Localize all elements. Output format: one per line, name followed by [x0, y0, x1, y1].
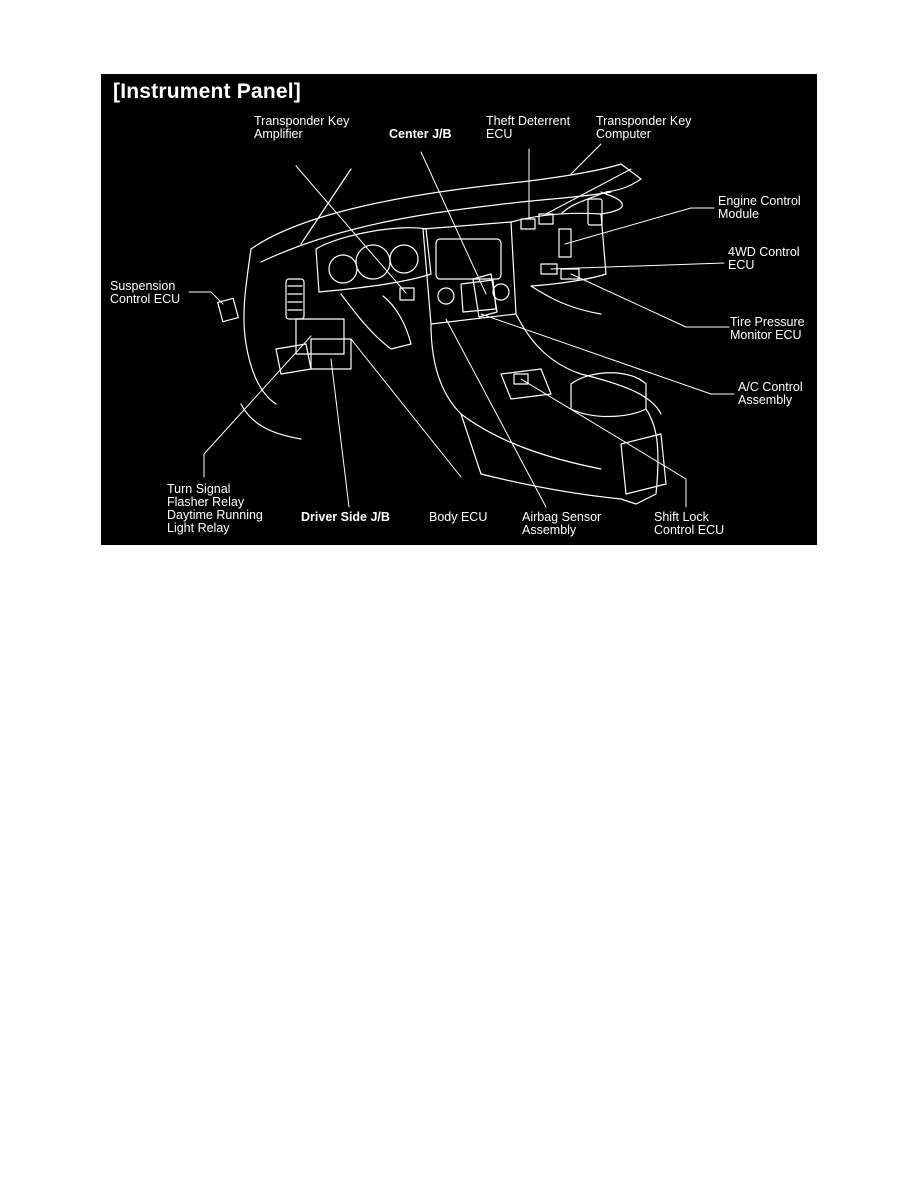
label-transponder-key-amplifier [254, 115, 349, 141]
leader-body-ecu [351, 339, 461, 477]
hvac-panel [461, 280, 496, 312]
right-dash-top [601, 192, 622, 214]
label-shift-lock-control-ecu [654, 511, 724, 537]
leader-transponder-amplifier [296, 166, 406, 293]
leader-tire-pressure [571, 274, 729, 327]
knob-left [438, 288, 454, 304]
label-line: 4WD Control [728, 245, 800, 259]
label-line: Transponder Key [254, 114, 350, 128]
label-4wd-control-ecu [728, 246, 800, 272]
label-line: Transponder Key [596, 114, 692, 128]
leader-ac-control [481, 314, 734, 394]
leader-driver-jb [331, 359, 349, 507]
dash-left-lower [241, 404, 301, 439]
label-line: Tire Pressure [730, 315, 805, 329]
dashboard-line-drawing [101, 74, 817, 545]
console-left [431, 324, 601, 469]
left-vent [286, 279, 304, 319]
label-line: Light Relay [167, 521, 230, 535]
label-line: ECU [728, 258, 755, 272]
theft-ecu-box [521, 219, 535, 229]
center-display [436, 239, 501, 279]
windshield-line-right [571, 144, 601, 174]
dash-left-edge [244, 249, 276, 404]
console-rear [621, 409, 658, 504]
leader-turn-signal [204, 336, 311, 477]
tire-ecu-box [561, 269, 579, 279]
relay-box [296, 319, 344, 354]
label-driver-side-jb [301, 511, 390, 524]
label-line: Daytime Running [167, 508, 263, 522]
instrument-panel-diagram [101, 74, 817, 545]
label-tire-pressure-monitor-ecu [730, 316, 805, 342]
rear-bin [621, 434, 666, 494]
glovebox-line [531, 286, 601, 314]
label-line: A/C Control [738, 380, 803, 394]
gauge-right [390, 245, 418, 273]
label-line: Control ECU [110, 292, 181, 306]
console-right [516, 314, 661, 414]
label-line: Module [718, 207, 759, 221]
label-line: Assembly [522, 523, 577, 537]
label-body-ecu [429, 511, 487, 524]
label-airbag-sensor-assembly [522, 511, 601, 537]
label-line: Computer [596, 127, 651, 141]
label-center-jb [389, 128, 452, 141]
label-line: Suspension [110, 279, 176, 293]
leader-lines [189, 149, 734, 507]
label-line: Engine Control [718, 194, 801, 208]
label-line: Flasher Relay [167, 495, 245, 509]
label-line: Airbag Sensor [522, 510, 602, 524]
transponder-amp-box [400, 288, 414, 300]
label-line: Center J/B [389, 127, 452, 141]
armrest [571, 373, 646, 417]
label-line: Shift Lock [654, 510, 709, 524]
label-suspension-control-ecu [110, 280, 180, 306]
label-line: Assembly [738, 393, 793, 407]
label-line: Body ECU [429, 510, 488, 524]
leader-4wd [551, 263, 724, 269]
label-line: Amplifier [254, 127, 303, 141]
label-engine-control-module [718, 195, 801, 221]
label-ac-control-assembly [738, 381, 803, 407]
label-transponder-key-computer [596, 115, 691, 141]
label-theft-deterrent-ecu [486, 115, 570, 141]
cluster-hood [316, 228, 431, 292]
diagram-title: [Instrument Panel] [113, 80, 301, 103]
gauge-left [329, 255, 357, 283]
console-base [461, 414, 621, 499]
center-stack [423, 222, 516, 324]
label-line: Theft Deterrent [486, 114, 571, 128]
label-turn-signal-flasher-relay [167, 483, 263, 535]
label-line: Turn Signal [167, 482, 231, 496]
label-line: Driver Side J/B [301, 510, 390, 524]
label-line: Monitor ECU [730, 328, 802, 342]
leader-airbag [446, 319, 546, 507]
label-line: ECU [486, 127, 513, 141]
left-vent-slats [288, 286, 302, 310]
gauge-center [356, 245, 390, 279]
label-line: Control ECU [654, 523, 725, 537]
right-vent [588, 199, 602, 225]
